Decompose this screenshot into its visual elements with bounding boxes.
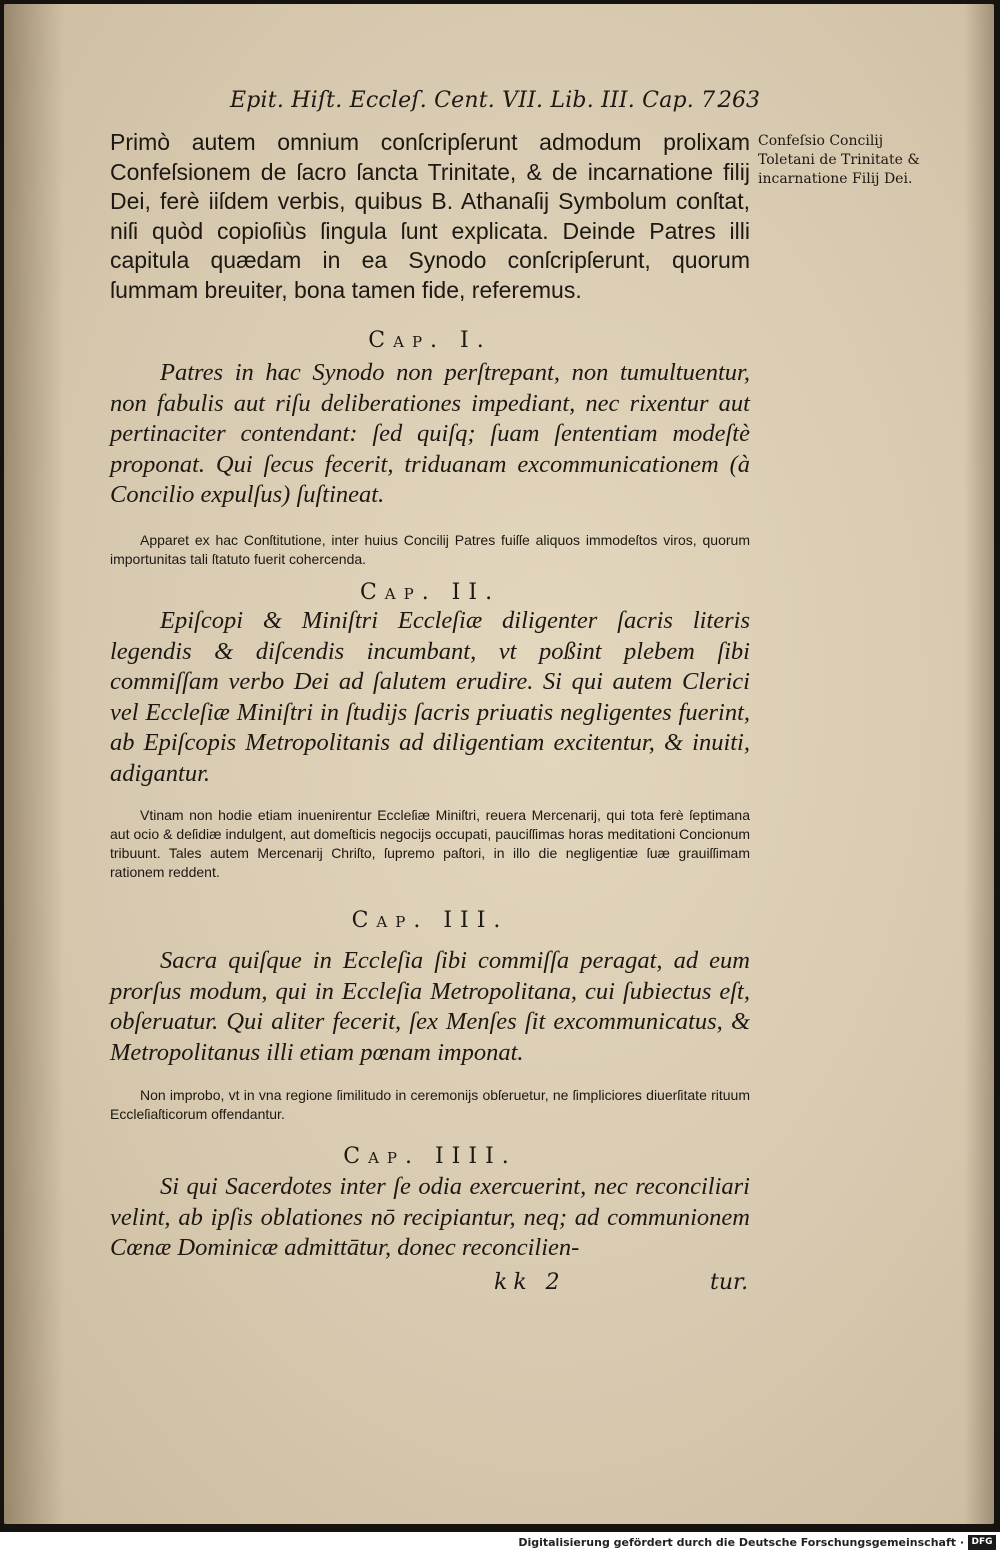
chapter-heading-1: Cap. I. <box>368 328 492 353</box>
canon-text-1: Patres in hac Synodo non perſtrepant, non tumultuentur, non fabulis aut riſu deliberationes impediant, nec rixentur aut pertinaciter contendant: ſed quiſq; ſuam ſententiam modeſtè proponat. Qui ſecus fecerit, triduanam excommunicationem (à Concilio expulſus) ſuſtineat. <box>110 359 750 508</box>
chapter-heading-4: Cap. IIII. <box>343 1144 517 1169</box>
marginal-note: Confeſsio Concilij Toletani de Trinitate & incarnatione Filij Dei. <box>758 133 920 187</box>
footer-bar <box>0 1532 1000 1554</box>
intro-paragraph: Primò autem omnium conſcripſerunt admodum prolixam Confeſsionem de ſacro ſancta Trinitate, & de incarnatione filij Dei, ferè iiſdem verbis, quibus B. Athanaſij Symbolum conſtat, niſi quòd copioſiùs ſingula ſunt explicata. Deinde Patres illi capitula quædam in ea Synodo conſcripſerunt, quorum ſummam breuiter, bona tamen fide, referemus. <box>110 129 750 303</box>
chapter-heading-2: Cap. II. <box>359 580 501 605</box>
funding-credit: Digitalisierung gefördert durch die Deutsche Forschungsgemeinschaft · <box>518 1536 964 1549</box>
running-title: Epit. Hiſt. Eccleſ. Cent. VII. Lib. III. Cap. 7. <box>230 88 723 113</box>
dfg-logo-icon: DFG <box>968 1535 996 1550</box>
commentary-3: Non improbo, vt in vna regione ſimilitudo in ceremonijs obſeruetur, ne ſimpliciores diuerſitate rituum Eccleſiaſticorum offendantur. <box>110 1087 750 1122</box>
canon-text-4: Si qui Sacerdotes inter ſe odia exercuerint, nec reconciliari velint, ab ipſis oblationes nō recipiantur, neq; ad communionem Cœnæ Dominicæ admittātur, donec reconcilien- <box>110 1173 750 1261</box>
page-header <box>230 88 760 122</box>
page-number: 263 <box>718 88 760 113</box>
canon-text-2: Epiſcopi & Miniſtri Eccleſiæ diligenter ſacris literis legendis & diſcendis incumbant, vt poßint plebem ſibi commiſſam verbo Dei ad ſalutem erudire. Si qui autem Clerici vel Eccleſiæ Miniſtri in ſtudijs ſacris priuatis negligentes fuerint, ab Epiſcopis Metropolitanis ad diligentiam excitentur, & inuiti, adigantur. <box>110 607 750 787</box>
signature-mark: kk 2 <box>494 1270 566 1295</box>
canon-text-3: Sacra quiſque in Eccleſia ſibi commiſſa peragat, ad eum prorſus modum, qui in Eccleſia Metropolitana, cui ſubiectus eſt, obſeruatur. Qui aliter fecerit, ſex Menſes ſit excommunicatus, & Metropolitanus illi etiam pœnam imponat. <box>110 947 750 1066</box>
chapter-heading-3: Cap. III. <box>351 908 509 933</box>
catchword: tur. <box>710 1270 749 1295</box>
commentary-1: Apparet ex hac Conſtitutione, inter huius Concilij Patres fuiſſe aliquos immodeſtos viros, quorum importunitas tali ſtatuto fuerit cohercenda. <box>110 532 750 567</box>
gutter-shadow <box>4 4 64 1524</box>
edge-shadow <box>964 4 994 1524</box>
commentary-2: Vtinam non hodie etiam inuenirentur Eccleſiæ Miniſtri, reuera Mercenarij, qui tota ferè ſeptimana aut ocio & deſidiæ indulgent, aut domeſticis negocijs occupati, pauciſſimas horas meditationi Concionum tribuunt. Tales autem Mercenarij Chriſto, ſupremo paſtori, in illo die negligentiæ ſuæ grauiſſimam rationem reddent. <box>110 807 750 880</box>
